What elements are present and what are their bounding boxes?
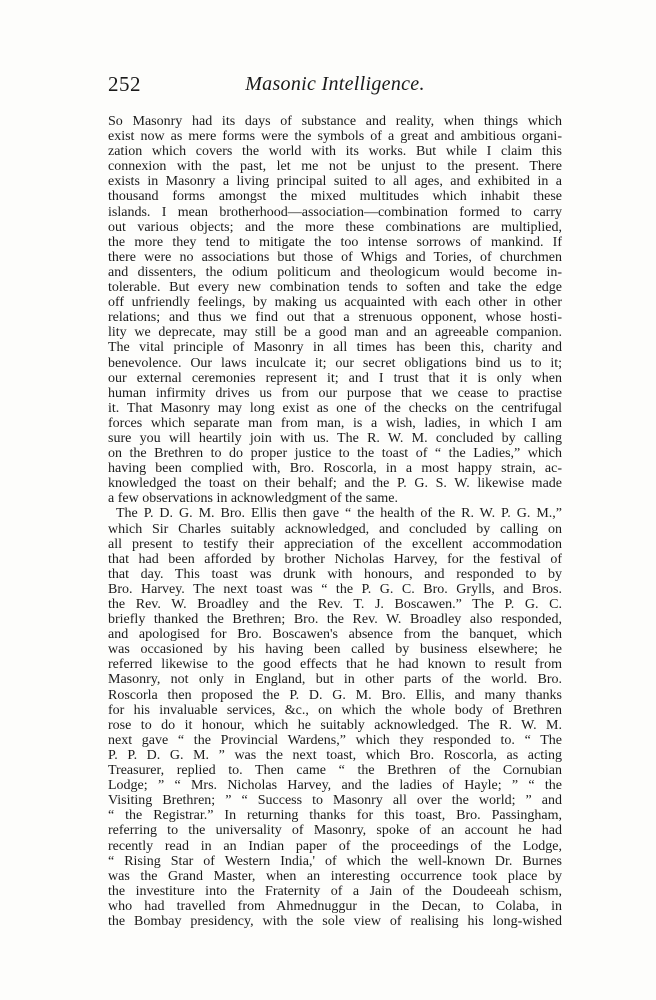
text-line: So Masonry had its days of substance and reality, when things which xyxy=(108,114,562,129)
text-line: and dissenters, the odium politicum and theologicum would become in- xyxy=(108,264,562,280)
text-line: lity we deprecate, may still be a good man and an agreeable companion. xyxy=(108,325,562,341)
text-line: which Sir Charles suitably acknowledged, and concluded by calling on xyxy=(108,521,562,537)
text-line: “ the Registrar.” In returning thanks for this toast, Bro. Passingham, xyxy=(108,808,562,824)
text-line: who had travelled from Ahmednuggur in the Decan, to Colaba, in xyxy=(108,898,562,914)
paragraph-start-line: The P. D. G. M. Bro. Ellis then gave “ the health of the R. W. P. G. M.,” xyxy=(116,506,562,522)
text-line: the Rev. W. Broadley and the Rev. T. J. Boscawen.” The P. G. C. xyxy=(108,597,562,612)
text-line: that day. This toast was drunk with honours, and responded to by xyxy=(108,566,562,582)
text-line: all present to testify their appreciation of the excellent accommodation xyxy=(108,536,562,552)
text-line: Lodge; ” “ Mrs. Nicholas Harvey, and the ladies of Hayle; ” “ the xyxy=(108,778,562,794)
text-line: exist now as mere forms were the symbols of a great and ambitious organi- xyxy=(108,129,562,145)
text-line: Bro. Harvey. The next toast was “ the P. G. C. Bro. Grylls, and Bros. xyxy=(108,581,562,597)
text-line: forces which separate man from man, is a wish, ladies, in which I am xyxy=(108,415,562,431)
running-title: Masonic Intelligence. xyxy=(245,73,425,95)
body-text xyxy=(108,114,562,929)
text-line: briefly thanked the Brethren; Bro. the Rev. W. Broadley also responded, xyxy=(108,612,562,628)
text-line: off unfriendly feelings, by making us acquainted with each other in other xyxy=(108,295,562,311)
text-line: the more they tend to mitigate the too intense sorrows of mankind. If xyxy=(108,234,562,250)
text-line: Roscorla then proposed the P. D. G. M. Bro. Ellis, and many thanks xyxy=(108,687,562,703)
text-line: The vital principle of Masonry in all times has been this, charity and xyxy=(108,340,562,356)
text-line: relations; and thus we find out that a strenuous opponent, whose hosti- xyxy=(108,310,562,326)
text-line: zation which covers the world with its works. But while I claim this xyxy=(108,144,562,160)
text-line: the investiture into the Fraternity of a Jain of the Doudeeah schism, xyxy=(108,883,562,899)
text-line: our external ceremonies represent it; and I trust that it is only when xyxy=(108,370,562,386)
text-line: next gave “ the Provincial Wardens,” which they responded to. “ The xyxy=(108,732,562,748)
text-line: Masonry, not only in England, but in other parts of the world. Bro. xyxy=(108,672,562,688)
text-line: for his invaluable services, &c., on which the whole body of Brethren xyxy=(108,702,562,718)
text-line: tolerable. But every new combination tends to soften and take the edge xyxy=(108,280,562,296)
text-line: thousand forms amongst the mixed multitudes which inhabit these xyxy=(108,189,562,205)
text-line: sure you will heartily join with us. The R. W. M. concluded by calling xyxy=(108,430,562,446)
text-line: benevolence. Our laws inculcate it; our secret obligations bind us to it; xyxy=(108,355,562,371)
text-line: rose to do it honour, which he suitably acknowledged. The R. W. M. xyxy=(108,717,562,733)
text-line: referred likewise to the good effects that he had known to result from xyxy=(108,657,562,673)
text-line: Treasurer, replied to. Then came “ the Brethren of the Cornubian xyxy=(108,763,562,779)
text-line: connexion with the past, let me not be unjust to the present. There xyxy=(108,159,562,175)
text-line: that had been afforded by brother Nicholas Harvey, for the festival of xyxy=(108,551,562,567)
page-number: 252 xyxy=(108,72,141,96)
text-line: human infirmity drives us from our purpose that we cease to practise xyxy=(108,385,562,401)
text-line: referring to the universality of Masonry, spoke of an account he had xyxy=(108,823,562,839)
text-line: it. That Masonry may long exist as one of the checks on the centrifugal xyxy=(108,400,562,416)
text-line: “ Rising Star of Western India,' of which the well-known Dr. Burnes xyxy=(108,853,562,869)
text-line: Visiting Brethren; ” “ Success to Masonry all over the world; ” and xyxy=(108,793,562,809)
page-header xyxy=(108,72,562,100)
text-line: was the Grand Master, when an interesting occurrence took place by xyxy=(108,868,562,884)
text-line: having been complied with, Bro. Roscorla, in a most happy strain, ac- xyxy=(108,461,562,477)
paragraph-end-line: a few observations in acknowledgment of the same. xyxy=(108,491,399,507)
text-line: out various objects; and the more these combinations are multiplied, xyxy=(108,219,562,235)
text-line: knowledged the toast on their behalf; and the P. G. S. W. likewise made xyxy=(108,476,562,492)
text-line: recently read in an Indian paper of the proceedings of the Lodge, xyxy=(108,838,562,854)
text-line: islands. I mean brotherhood—association—combination formed to carry xyxy=(108,204,562,220)
text-line: P. P. D. G. M. ” was the next toast, which Bro. Roscorla, as acting xyxy=(108,747,562,763)
text-line: exists in Masonry a living principal suited to all ages, and exhibited in a xyxy=(108,174,562,190)
text-line: and apologised for Bro. Boscawen's absence from the banquet, which xyxy=(108,627,562,643)
text-line: the Bombay presidency, with the sole view of realising his long-wished xyxy=(108,913,562,929)
text-line: there were no associations but those of Whigs and Tories, of churchmen xyxy=(108,249,562,265)
text-line: on the Brethren to do proper justice to the toast of “ the Ladies,” which xyxy=(108,446,562,462)
text-line: was occasioned by his having been called by business elsewhere; he xyxy=(108,642,562,658)
